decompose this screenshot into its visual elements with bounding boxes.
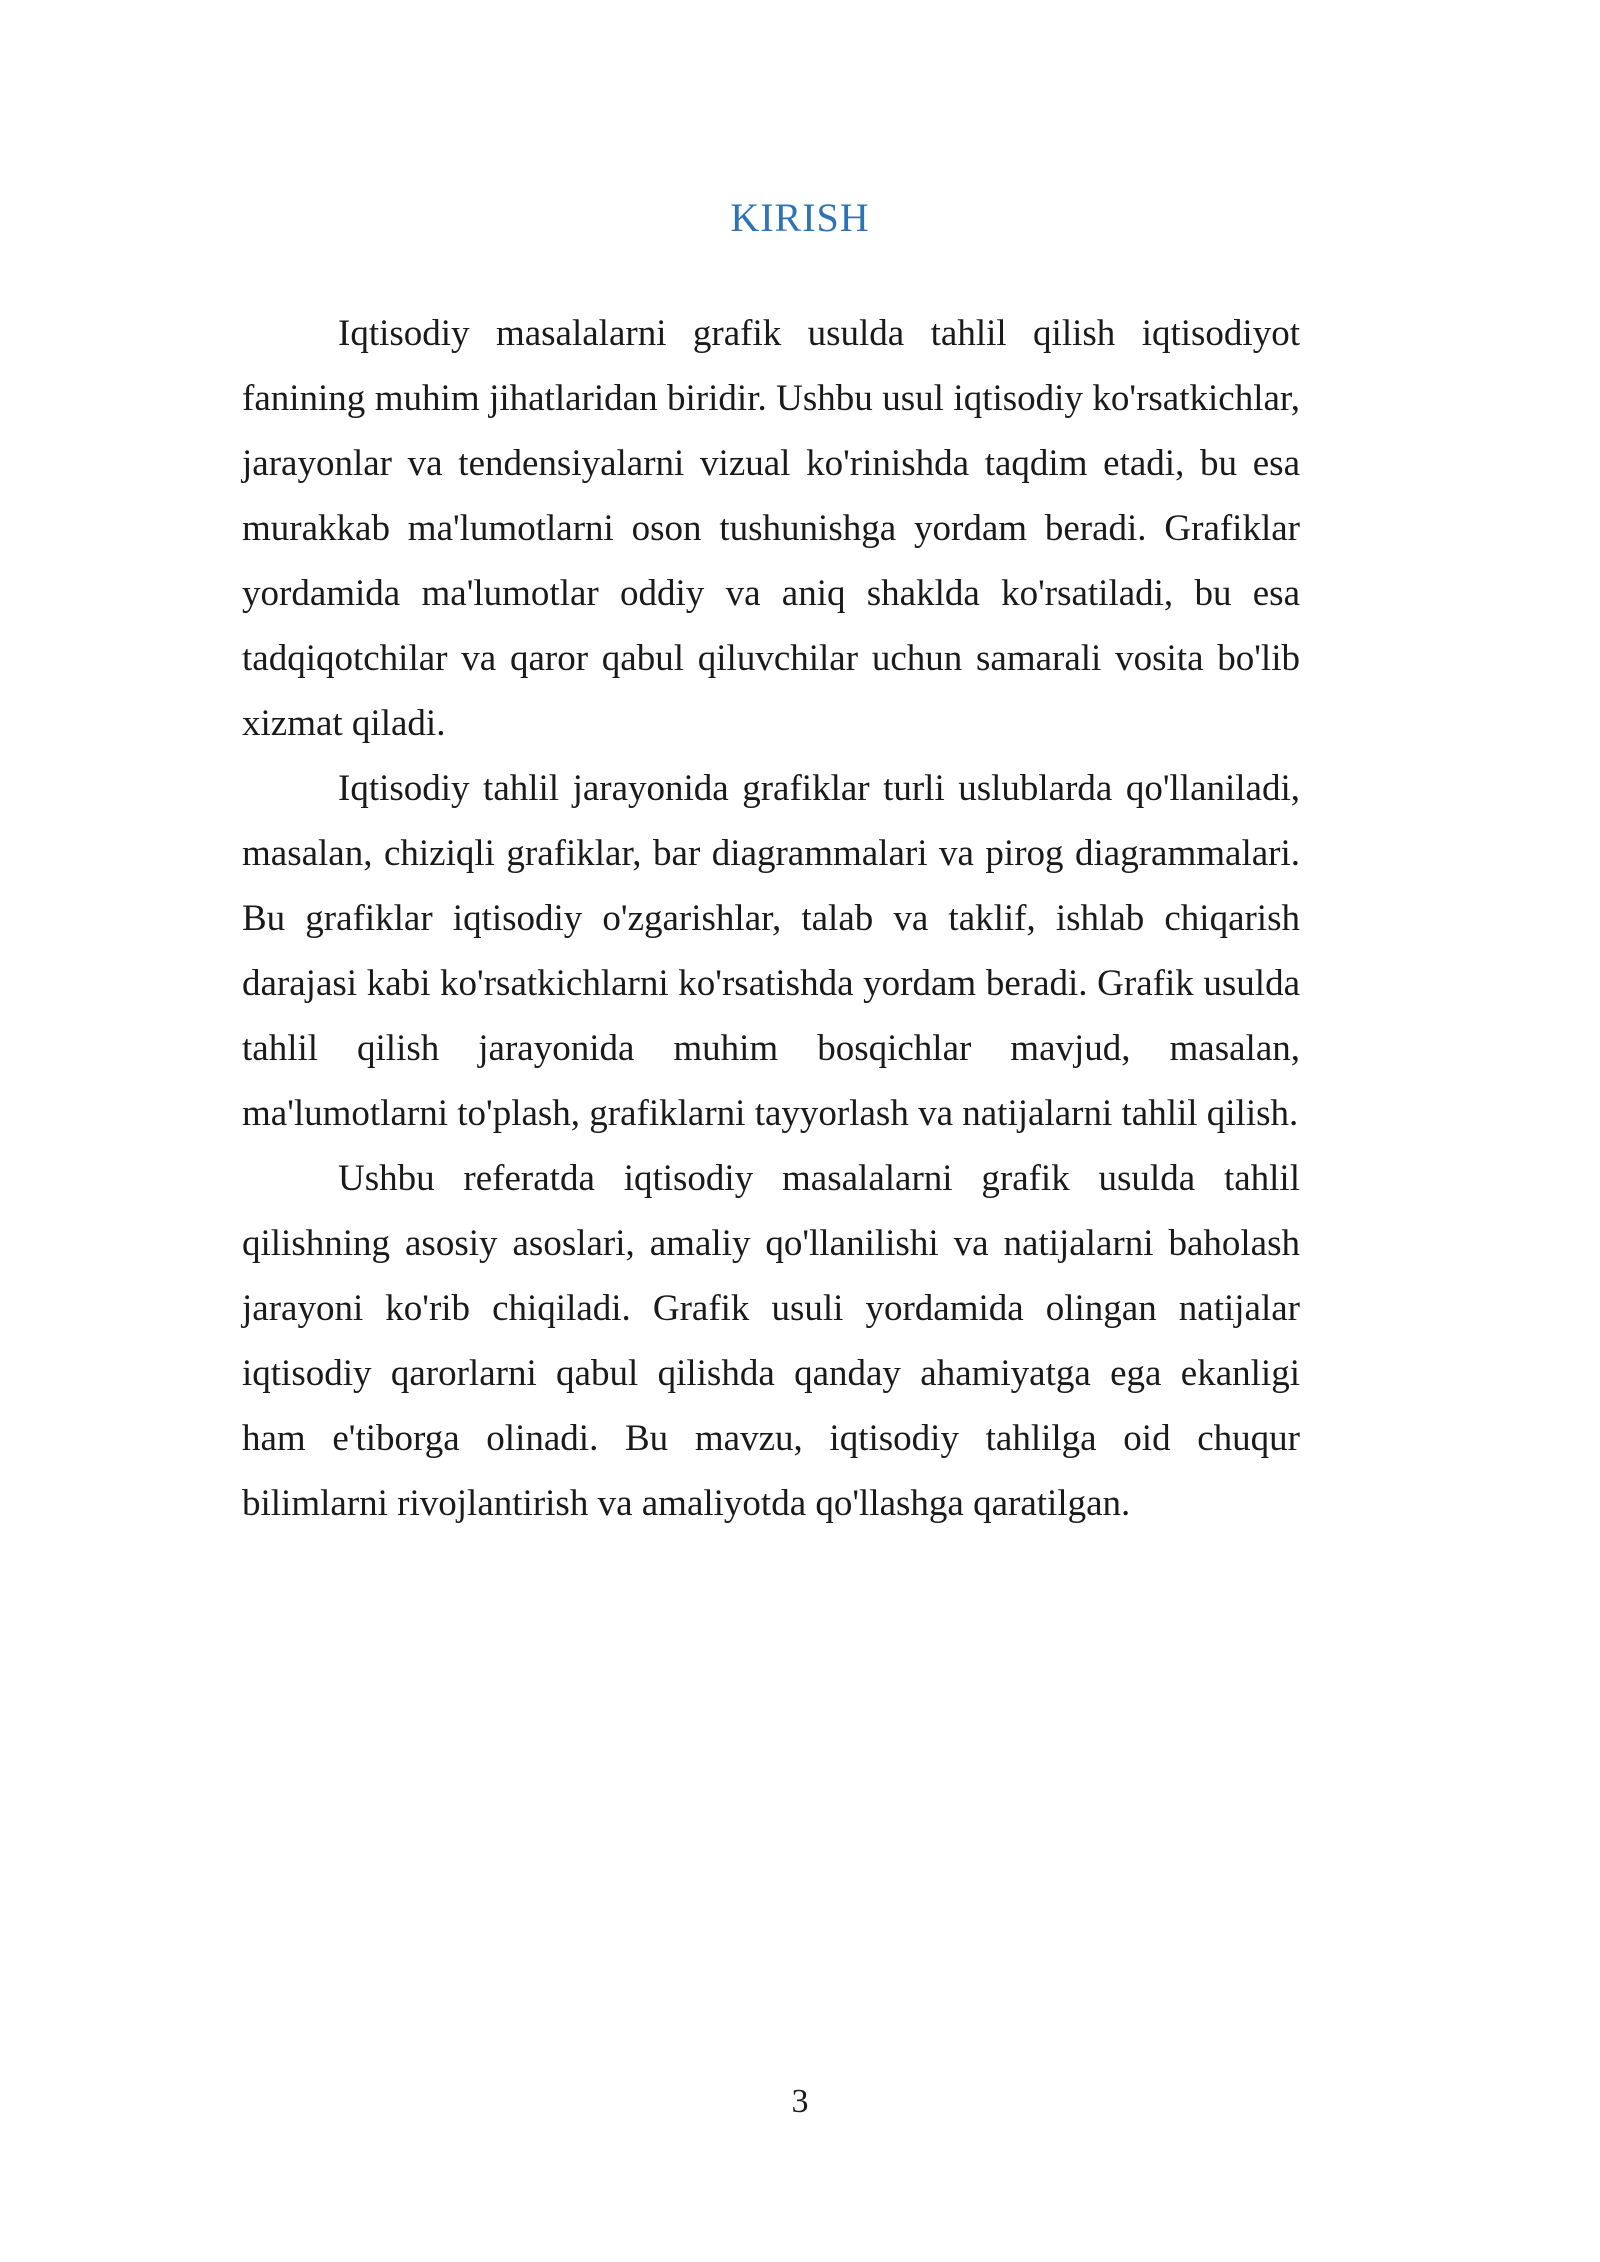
page-number: 3 — [791, 2083, 809, 2120]
body-text — [242, 301, 1300, 1536]
paragraph-3: Ushbu referatda iqtisodiy masalalarni grafik usulda tahlil qilishning asosiy asoslari, amaliy qo'llanilishi va natijalarni baholash jarayoni ko'rib chiqiladi. Grafik usuli yordamida olingan natijalar iqtisodiy qarorlarni qabul qilishda qanday ahamiyatga ega ekanligi ham e'tiborga olinadi. Bu mavzu, iqtisodiy tahlilga oid chuqur bilimlarni rivojlantirish va amaliyotda qo'llashga qaratilgan. — [242, 1158, 1300, 1524]
paragraph-2: Iqtisodiy tahlil jarayonida grafiklar turli uslublarda qo'llaniladi, masalan, chiziqli grafiklar, bar diagrammalari va pirog diagrammalari. Bu grafiklar iqtisodiy o'zgarishlar, talab va taklif, ishlab chiqarish darajasi kabi ko'rsatkichlarni ko'rsatishda yordam beradi. Grafik usulda tahlil qilish jarayonida muhim bosqichlar mavjud, masalan, ma'lumotlarni to'plash, grafiklarni tayyorlash va natijalarni tahlil qilish. — [242, 768, 1300, 1134]
page-title: KIRISH — [730, 195, 870, 240]
paragraph-1: Iqtisodiy masalalarni grafik usulda tahlil qilish iqtisodiyot fanining muhim jihatlaridan biridir. Ushbu usul iqtisodiy ko'rsatkichlar, jarayonlar va tendensiyalarni vizual ko'rinishda taqdim etadi, bu esa murakkab ma'lumotlarni oson tushunishga yordam beradi. Grafiklar yordamida ma'lumotlar oddiy va aniq shaklda ko'rsatiladi, bu esa tadqiqotchilar va qaror qabul qiluvchilar uchun samarali vosita bo'lib xizmat qiladi. — [242, 313, 1300, 744]
